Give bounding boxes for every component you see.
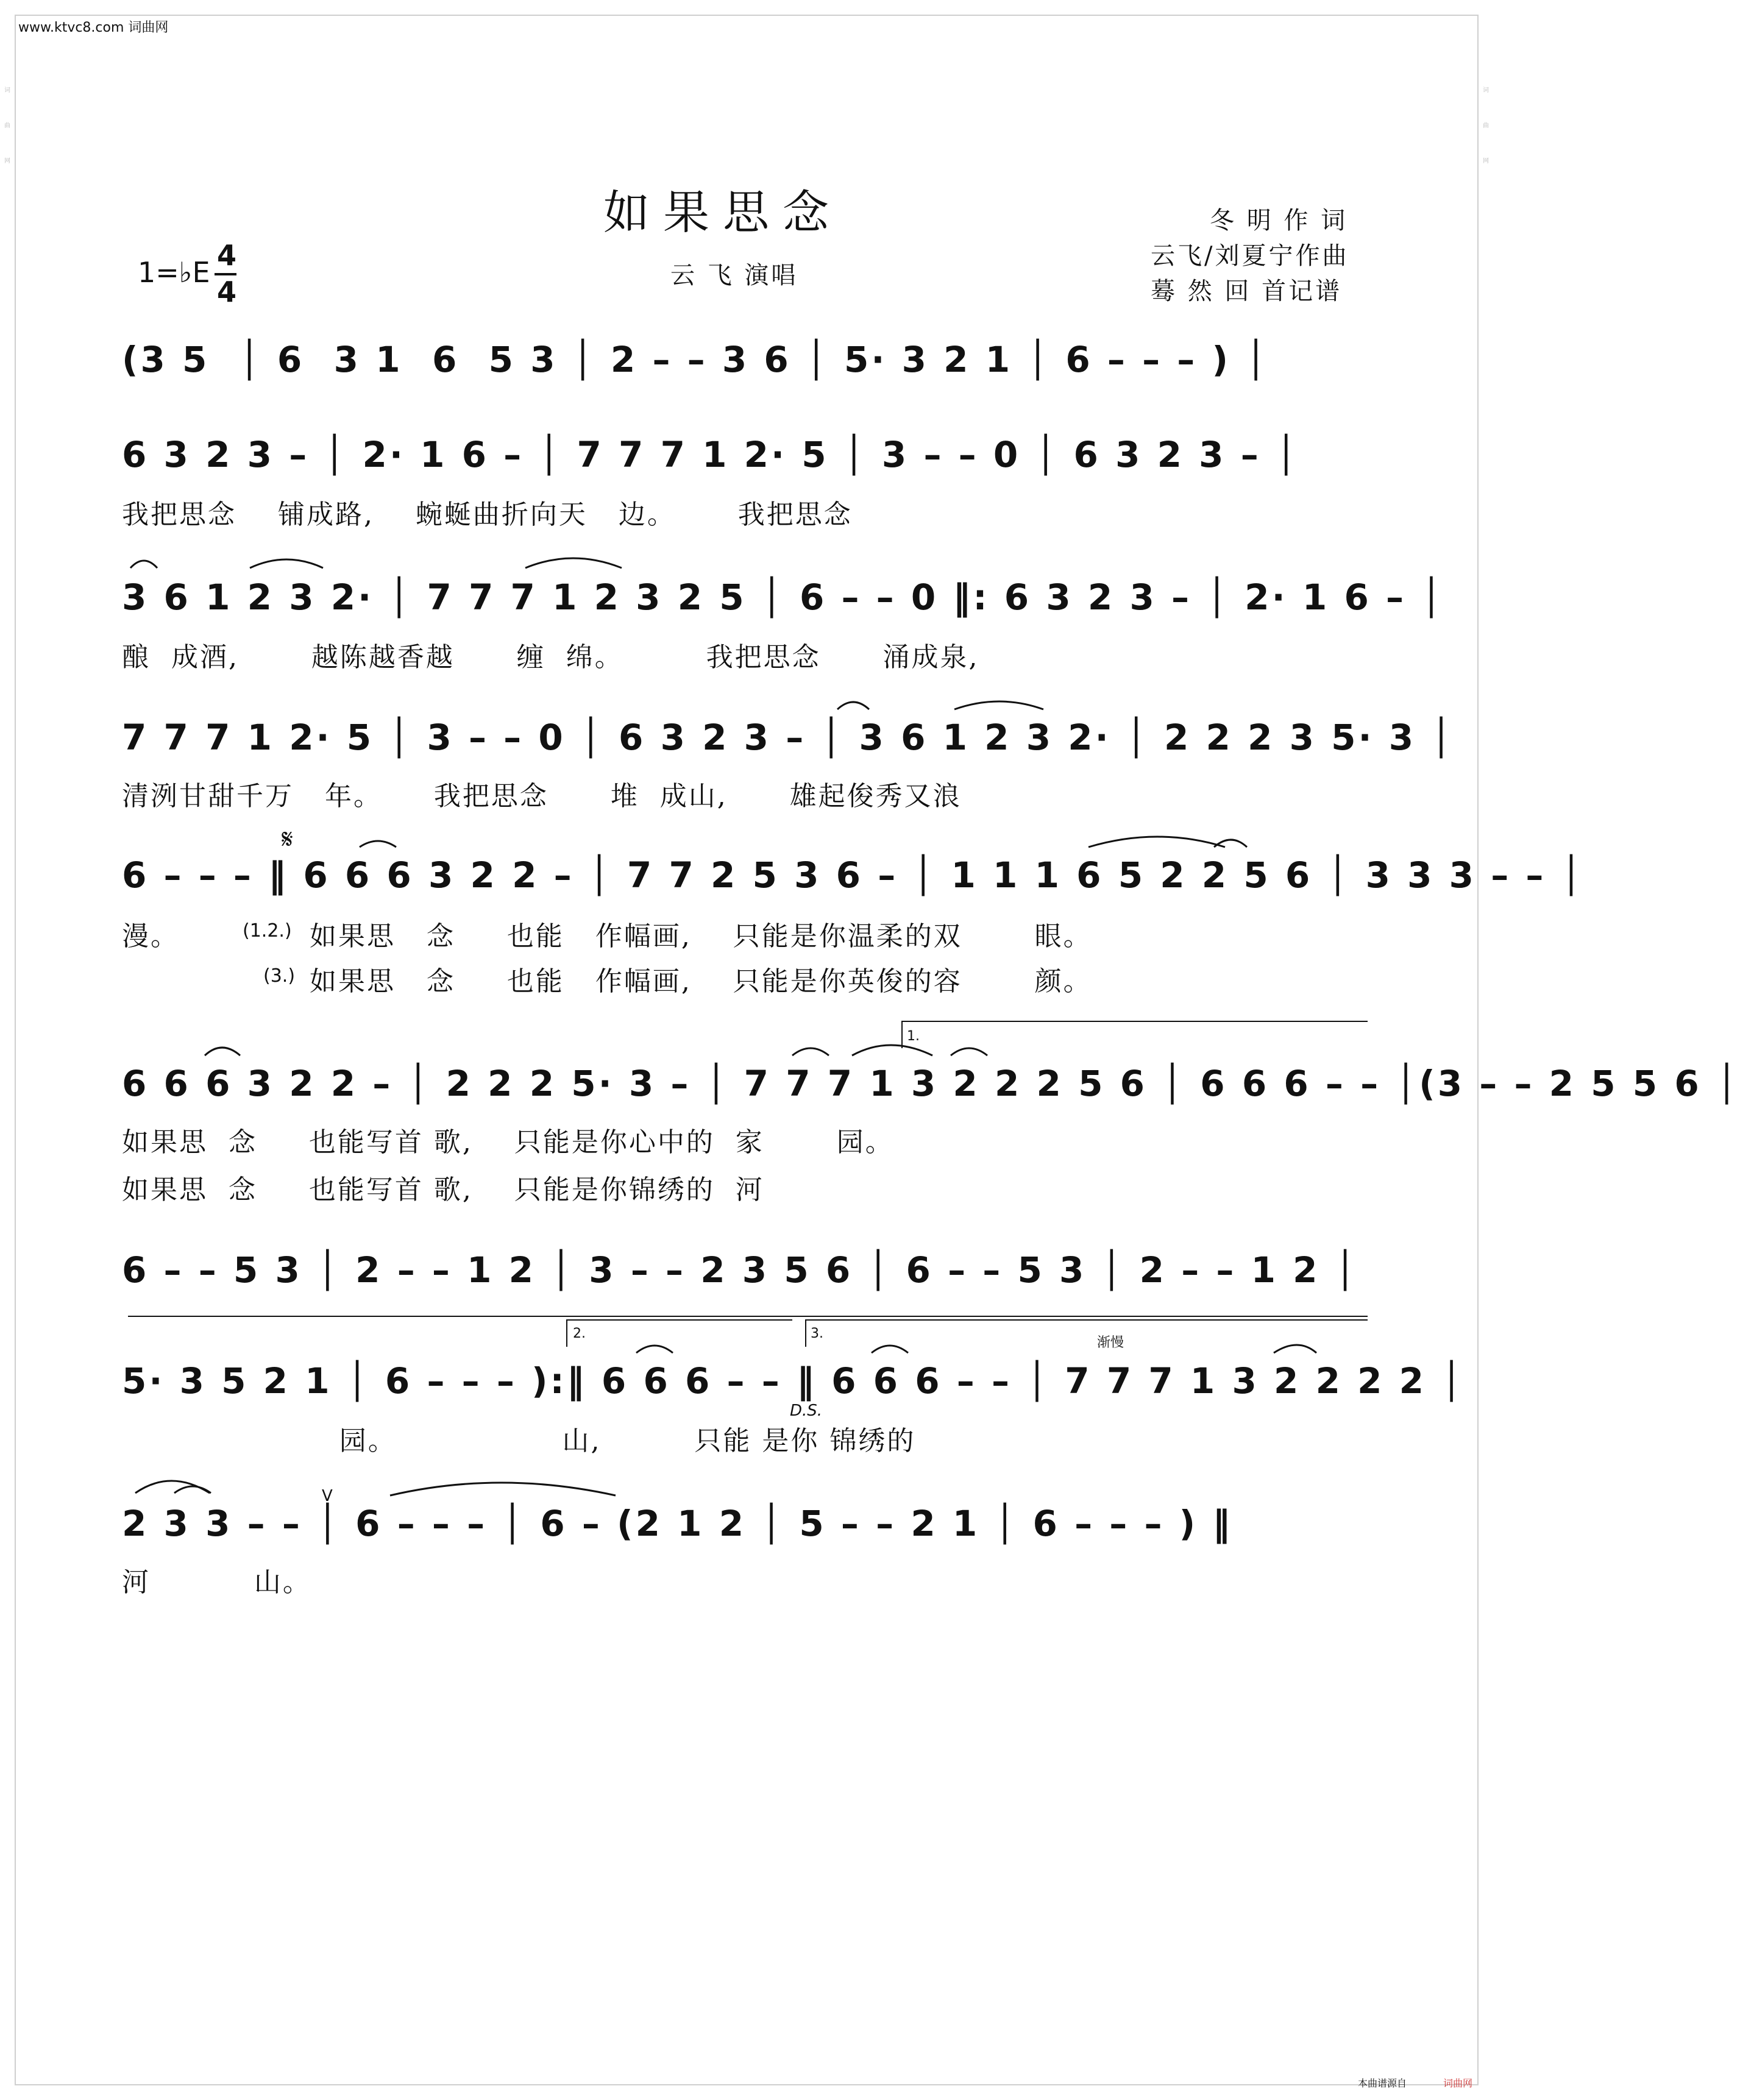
- notation-row: 3 6 1 2 3 2· │ 7 7 7 1 2 3 2 5 │ 6 – – 0 ‖: 6 3 2 3 – │ 2· 1 6 – │: [122, 576, 1445, 618]
- site-url: www.ktvc8.com 词曲网: [18, 20, 169, 35]
- ritardando-mark: 渐慢: [1097, 1335, 1124, 1350]
- footer-source: 本曲谱源自: [1358, 2077, 1407, 2089]
- notation-row: 6 – – – ‖ 6 6 6 3 2 2 – │ 7 7 2 5 3 6 – │ 1 1 1 6 5 2 2 5 6 │ 3 3 3 – – │: [122, 854, 1585, 896]
- notation-row: (3 5 │ 6 3 1 6 5 3 │ 2 – – 3 6 │ 5· 3 2 1 │ 6 – – – ) │: [122, 339, 1269, 380]
- segno-sign: 𝄋: [282, 824, 293, 855]
- transcriber: 蓦 然 回 首记谱: [1151, 277, 1343, 305]
- ending-3-label: 3.: [811, 1326, 823, 1341]
- lyric-line-verse-1: 如果思 念 也能 作幅画, 只能是你温柔的双 眼。: [310, 921, 1092, 952]
- verse-label-3: (3.): [263, 965, 296, 987]
- lyric-line: 清洌甘甜千万 年。 我把思念 堆 成山, 雄起俊秀又浪: [122, 781, 962, 812]
- lyric-line: 河 山。: [122, 1567, 311, 1598]
- notation-row: 6 3 2 3 – │ 2· 1 6 – │ 7 7 7 1 2· 5 │ 3 – – 0 │ 6 3 2 3 – │: [122, 434, 1299, 475]
- lyric-line: 如果思 念 也能写首 歌, 只能是你锦绣的 河: [122, 1174, 764, 1205]
- lyric-line: 酿 成酒, 越陈越香越 缠 绵。 我把思念 涌成泉,: [122, 642, 979, 673]
- key-signature: 1=♭E: [138, 256, 210, 289]
- notation-row: 5· 3 5 2 1 │ 6 – – – ):‖ 6 6 6 – – ‖ 6 6 6 – – │ 7 7 7 1 3 2 2 2 2 │: [122, 1360, 1465, 1402]
- ending-1-label: 1.: [907, 1029, 920, 1044]
- notation-row: 6 6 6 3 2 2 – │ 2 2 2 5· 3 – │ 7 7 7 1 3 2 2 2 5 6 │ 6 6 6 – – │(3 – – 2 5 5 6 │: [122, 1063, 1740, 1104]
- lyric-line: 园。 山, 只能 是你 锦绣的: [122, 1425, 916, 1456]
- time-signature-top: 4: [217, 239, 237, 272]
- lyric-line-verse-3: 如果思 念 也能 作幅画, 只能是你英俊的容 颜。: [310, 966, 1092, 997]
- song-title: 如果思念: [603, 185, 842, 239]
- notation-row: 2 3 3 – – │ 6 – – – │ 6 – (2 1 2 │ 5 – – 2 1 │ 6 – – – ) ‖: [122, 1503, 1233, 1544]
- notation-row: 7 7 7 1 2· 5 │ 3 – – 0 │ 6 3 2 3 – │ 3 6 1 2 3 2· │ 2 2 2 3 5· 3 │: [122, 717, 1455, 758]
- ending-2-label: 2.: [573, 1326, 586, 1341]
- side-watermark-left: 词曲网: [4, 87, 10, 165]
- time-signature-bottom: 4: [217, 275, 237, 308]
- verse-label-1-2: (1.2.): [243, 920, 292, 942]
- ds-mark: D.S.: [790, 1402, 823, 1420]
- notation-row: 6 – – 5 3 │ 2 – – 1 2 │ 3 – – 2 3 5 6 │ 6 – – 5 3 │ 2 – – 1 2 │: [122, 1249, 1358, 1291]
- lyric-line: 漫。: [122, 921, 221, 952]
- lyric-line: 如果思 念 也能写首 歌, 只能是你心中的 家 园。: [122, 1127, 894, 1158]
- breath-mark: V: [322, 1487, 333, 1505]
- lyric-line: 我把思念 铺成路, 蜿蜒曲折向天 边。 我把思念: [122, 499, 853, 530]
- singer: 云 飞 演唱: [670, 261, 798, 289]
- composer: 云飞/刘夏宁作曲: [1151, 242, 1349, 270]
- footer-site: 词曲网: [1443, 2077, 1473, 2089]
- side-watermark-right: 词曲网: [1483, 87, 1489, 165]
- lyricist: 冬 明 作 词: [1210, 207, 1348, 235]
